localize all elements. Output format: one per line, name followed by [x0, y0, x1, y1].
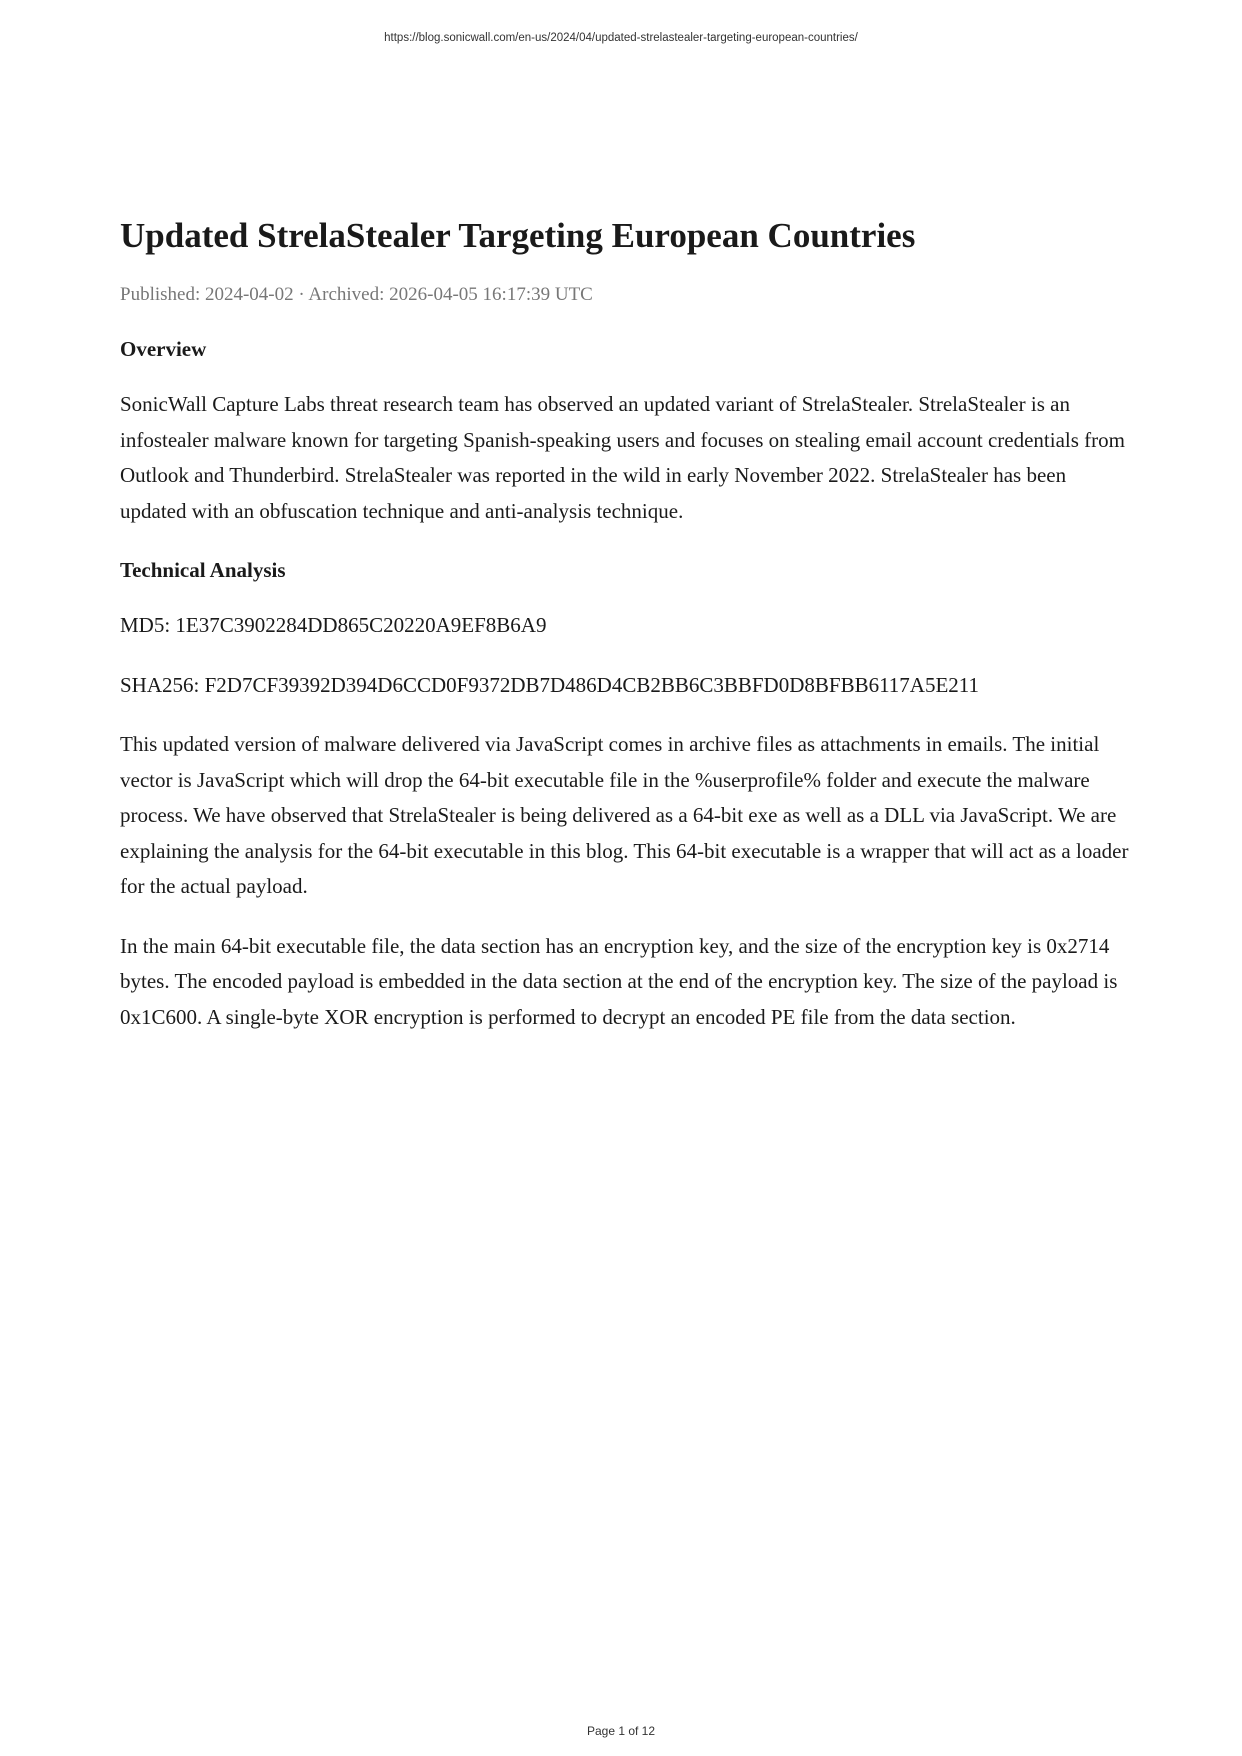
article-meta: Published: 2024-04-02 · Archived: 2026-04-05 16:17:39 UTC — [120, 284, 593, 305]
sha256-hash: SHA256: F2D7CF39392D394D6CCD0F9372DB7D486D4CB2BB6C3BBFD0D8BFBB6117A5E211 — [120, 672, 980, 697]
md5-hash: MD5: 1E37C3902284DD865C20220A9EF8B6A9 — [120, 613, 547, 637]
page-number: Page 1 of 12 — [586, 1724, 656, 1738]
payload-paragraph: In the main 64-bit executable file, the data section has an encryption key, and the size of the encryption key is 0x2714 bytes. The encoded payload is embedded in the data section at the end of the encryption key. The size of the payload is 0x1C600. A single-byte XOR encryption is performed to decrypt an encoded PE file from the data section. — [120, 933, 1118, 1029]
article-content — [120, 212, 1130, 1035]
page-url-header: https://blog.sonicwall.com/en-us/2024/04/updated-strelastealer-targeting-european-countries/ — [384, 32, 858, 44]
overview-paragraph: SonicWall Capture Labs threat research team has observed an updated variant of StrelaStealer. StrelaStealer is an infostealer malware known for targeting Spanish-speaking users and focuses on stealing email account credentials from Outlook and Thunderbird. StrelaStealer was reported in the wild in early November 2022. StrelaStealer has been updated with an obfuscation technique and anti-analysis technique. — [120, 392, 1125, 523]
article-title: Updated StrelaStealer Targeting European Countries — [120, 216, 916, 255]
technical-analysis-heading: Technical Analysis — [120, 558, 286, 582]
overview-heading: Overview — [120, 337, 207, 361]
delivery-paragraph: This updated version of malware delivered via JavaScript comes in archive files as attachments in emails. The initial vector is JavaScript which will drop the 64-bit executable file in the %userprofile% folder and execute the malware process. We have observed that StrelaStealer is being delivered as a 64-bit exe as well as a DLL via JavaScript. We are explaining the analysis for the 64-bit executable in this blog. This 64-bit executable is a wrapper that will act as a loader for the actual payload. — [120, 732, 1129, 898]
